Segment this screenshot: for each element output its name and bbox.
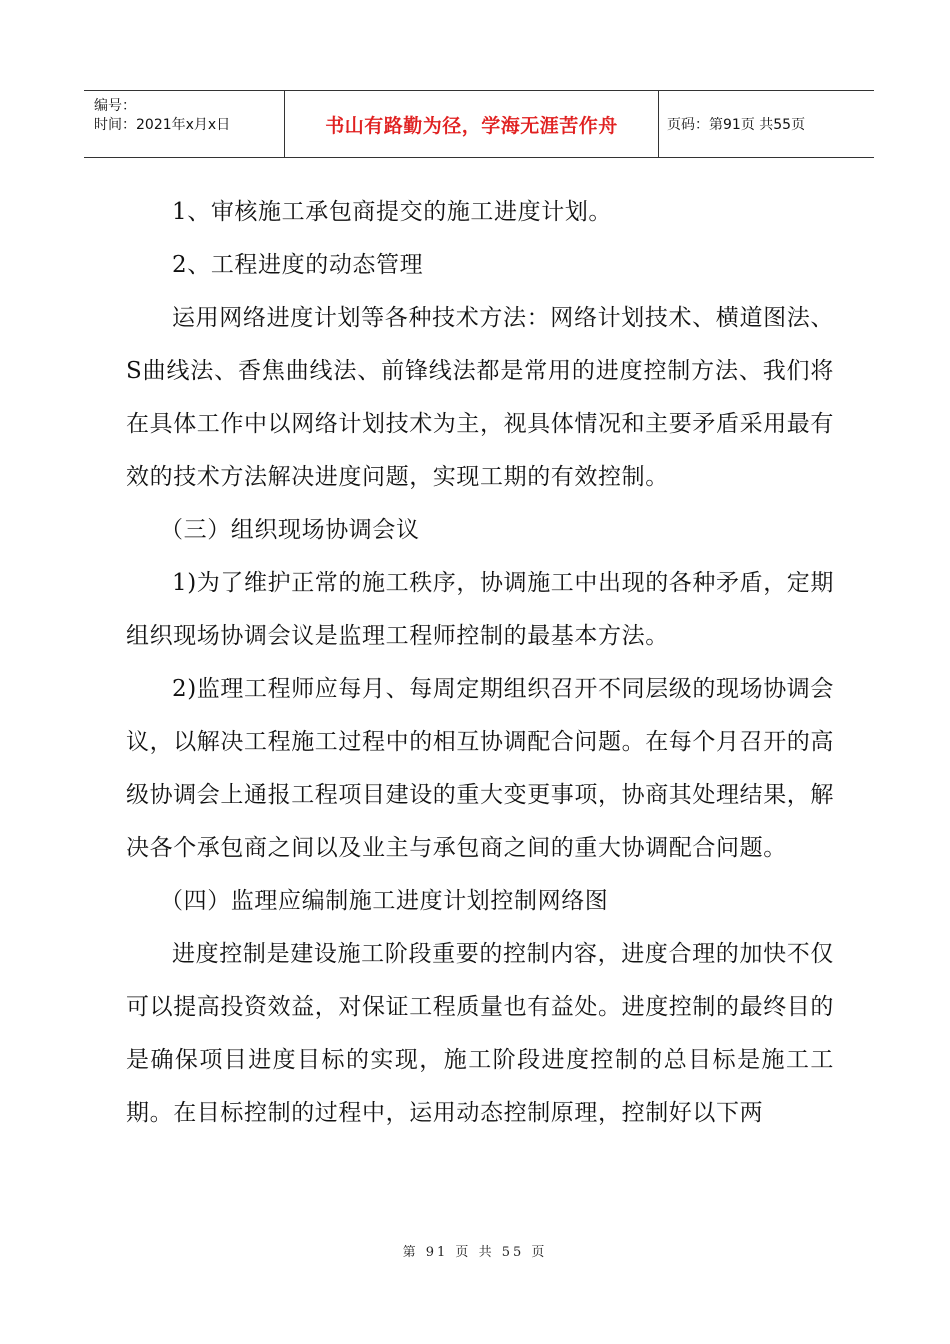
page-header [84,90,874,158]
paragraph-meeting-schedule: 2)监理工程师应每月、每周定期组织召开不同层级的现场协调会议，以解决工程施工过程中的相互协调配合问题。在每个月召开的高级协调会上通报工程项目建设的重大变更事项，协商其处理结果，解决各个承包商之间以及业主与承包商之间的重大协调配合问题。 [126,676,835,861]
page-footer: 第 91 页 共 55 页 [402,1245,548,1260]
document-number-label: 编号： [94,98,136,114]
paragraph-dynamic-management: 2、工程进度的动态管理 [172,252,424,278]
paragraph-review-schedule: 1、审核施工承包商提交的施工进度计划。 [172,199,613,225]
document-time-label: 时间：2021年x月x日 [94,117,231,133]
document-body [126,186,834,1140]
section-heading-coordination-meetings: （三）组织现场协调会议 [160,517,420,543]
paragraph-progress-control: 进度控制是建设施工阶段重要的控制内容，进度合理的加快不仅可以提高投资效益，对保证工程质量也有益处。进度控制的最终目的是确保项目进度目标的实现，施工阶段进度控制的总目标是施工工期。在目标控制的过程中，运用动态控制原理，控制好以下两 [126,941,834,1126]
paragraph-meeting-purpose: 1)为了维护正常的施工秩序，协调施工中出现的各种矛盾，定期组织现场协调会议是监理工程师控制的最基本方法。 [126,570,835,649]
header-motto: 书山有路勤为径，学海无涯苦作舟 [285,91,659,157]
header-meta [84,91,285,157]
section-heading-network-diagram: （四）监理应编制施工进度计划控制网络图 [160,888,609,914]
header-page-info: 页码：第91页 共55页 [667,117,806,133]
paragraph-network-methods: 运用网络进度计划等各种技术方法：网络计划技术、横道图法、S曲线法、香焦曲线法、前锋线法都是常用的进度控制方法、我们将在具体工作中以网络计划技术为主，视具体情况和主要矛盾采用最有效的技术方法解决进度问题，实现工期的有效控制。 [126,305,834,490]
